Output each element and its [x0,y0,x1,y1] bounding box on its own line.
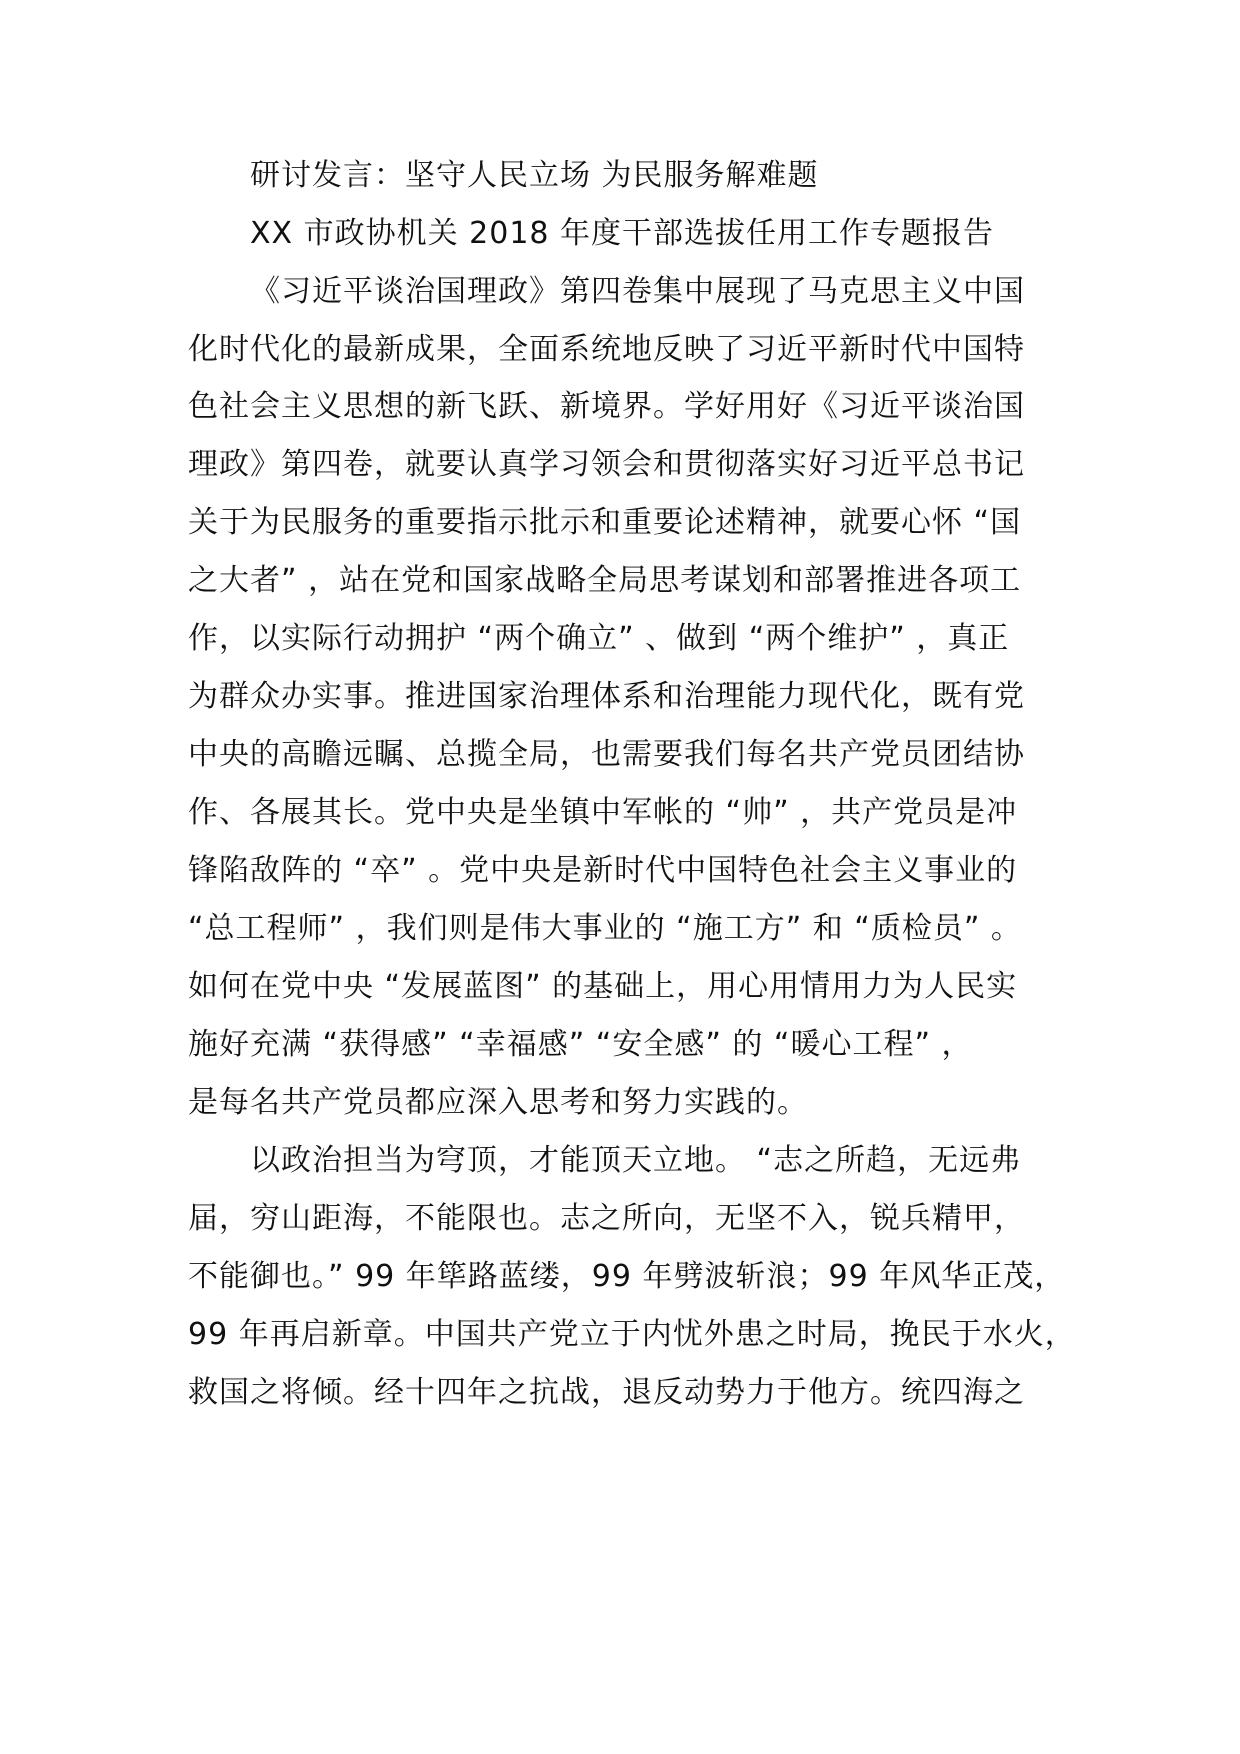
paragraph-line: 99 年再启新章。中国共产党立于内忧外患之时局，挽民于水火， [188,1317,1076,1352]
paragraph-line: 理政》第四卷，就要认真学习领会和贯彻落实好习近平总书记 [188,447,1025,482]
paragraph-line: 关于为民服务的重要指示批示和重要论述精神，就要心怀 “国 [188,505,1022,540]
paragraph-line: 作、各展其长。党中央是坐镇中军帐的 “帅” ，共产党员是冲 [188,795,1018,830]
paragraph-line: 之大者” ，站在党和国家战略全局思考谋划和部署推进各项工 [188,563,1022,598]
paragraph-line: 为群众办实事。推进国家治理体系和治理能力现代化，既有党 [188,679,1025,714]
paragraph-line: 色社会主义思想的新飞跃、新境界。学好用好《习近平谈治国 [188,389,1025,424]
paragraph-line: 作，以实际行动拥护 “两个确立” 、做到 “两个维护” ，真正 [188,621,1010,656]
paragraph-line: 不能御也。” 99 年筚路蓝缕，99 年劈波斩浪；99 年风华正茂， [188,1259,1066,1294]
paragraph-line: 是每名共产党员都应深入思考和努力实践的。 [188,1085,808,1120]
paragraph-line: 中央的高瞻远瞩、总揽全局，也需要我们每名共产党员团结协 [188,737,1025,772]
paragraph-line: 届，穷山距海，不能限也。志之所向，无坚不入，锐兵精甲， [188,1201,1025,1236]
paragraph-line: 化时代化的最新成果，全面系统地反映了习近平新时代中国特 [188,332,1025,367]
paragraph-line: 《习近平谈治国理政》第四卷集中展现了马克思主义中国 [250,274,1025,309]
paragraph-line: 救国之将倾。经十四年之抗战，退反动势力于他方。统四海之 [188,1375,1025,1410]
paragraph-line: 如何在党中央 “发展蓝图” 的基础上，用心用情用力为人民实 [188,969,1018,1004]
document-title: 研讨发言：坚守人民立场 为民服务解难题 [250,158,819,193]
document-subtitle: XX 市政协机关 2018 年度干部选拔任用工作专题报告 [250,216,995,251]
paragraph-line: “总工程师” ，我们则是伟大事业的 “施工方” 和 “质检员” 。 [188,911,1022,946]
paragraph-line: 以政治担当为穹顶，才能顶天立地。 “志之所趋，无远弗 [250,1143,1022,1178]
paragraph-line: 施好充满 “获得感” “幸福感” “安全感” 的 “暖心工程” ， [188,1027,973,1062]
paragraph-line: 锋陷敌阵的 “卒” 。党中央是新时代中国特色社会主义事业的 [188,853,1018,888]
